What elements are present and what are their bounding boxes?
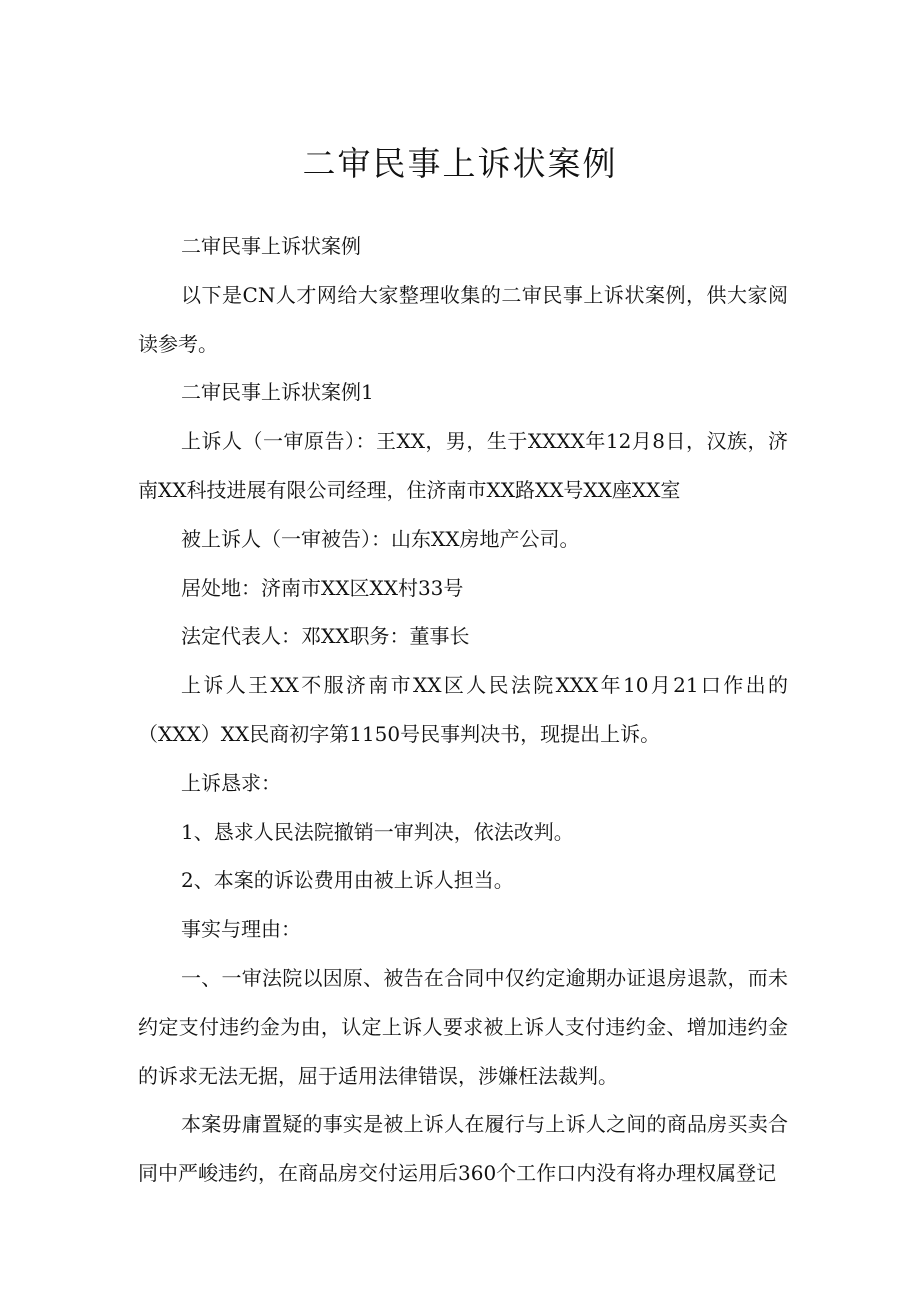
paragraph-appellee: 被上诉人（一审被告）：山东XX房地产公司。 [181,526,580,551]
paragraph-request-1: 1、恳求人民法院撤销一审判决，依法改判。 [181,819,574,844]
paragraph-facts-detail: 本案毋庸置疑的事实是被上诉人在履行与上诉人之间的商品房买卖合同中严峻违约，在商品房交付运用后360个工作口内没有将办理权属登记 [138,1112,788,1186]
paragraph-address: 居处地：济南市XX区XX村33号 [181,575,464,600]
paragraph-facts-heading: 事实与理由： [181,917,301,942]
paragraph-appellant: 上诉人（一审原告）：王XX，男，生于XXXX年12月8日，汉族，济南XX科技进展有限公司经理，住济南市XX路XX号XX座XX室 [138,429,788,502]
document-body [138,222,788,1198]
page-title: 二审民事上诉状案例 [302,144,618,183]
paragraph-legal-representative: 法定代表人：邓XX职务：董事长 [181,624,470,649]
paragraph-reason-1: 一、一审法院以因原、被告在合同中仅约定逾期办证退房退款，而未约定支付违约金为由，认定上诉人要求被上诉人支付违约金、增加违约金的诉求无法无据，屈于适用法律错误，涉嫌枉法裁判。 [138,965,788,1088]
paragraph-requests-heading: 上诉恳求： [181,770,281,795]
paragraph-appeal-statement: 上诉人王XX不服济南市XX区人民法院XXX年10月21口作出的（XXX）XX民商初字第1150号民事判决书，现提出上诉。 [138,673,788,746]
paragraph-subtitle: 二审民事上诉状案例 [181,234,361,258]
paragraph-intro: 以下是CN人才网给大家整理收集的二审民事上诉状案例，供大家阅读参考。 [138,282,788,356]
paragraph-request-2: 2、本案的诉讼费用由被上诉人担当。 [181,868,514,893]
paragraph-case-heading: 二审民事上诉状案例1 [181,380,374,405]
